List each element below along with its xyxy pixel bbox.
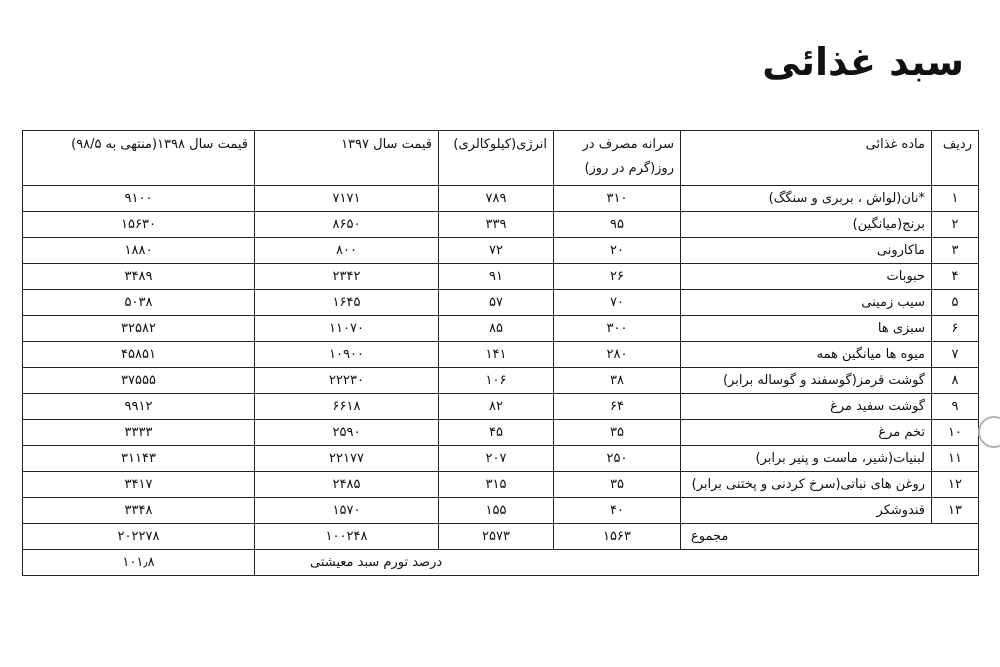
table-row [23, 394, 979, 420]
price-1397-cell: ۸۶۵۰ [255, 212, 439, 238]
table-row [23, 498, 979, 524]
table-row [23, 212, 979, 238]
row-number-cell: ۱۳ [932, 498, 979, 524]
price-1398-cell: ۳۴۸۹ [23, 264, 255, 290]
table-row [23, 264, 979, 290]
row-number-cell: ۱۲ [932, 472, 979, 498]
table-row [23, 342, 979, 368]
total-energy: ۲۵۷۳ [439, 524, 554, 550]
energy-cell: ۱۴۱ [439, 342, 554, 368]
row-number-cell: ۶ [932, 316, 979, 342]
per-capita-cell: ۷۰ [554, 290, 681, 316]
food-item-cell: سبزی ها [681, 316, 932, 342]
food-item-cell: ماکارونی [681, 238, 932, 264]
per-capita-cell: ۹۵ [554, 212, 681, 238]
row-number-cell: ۳ [932, 238, 979, 264]
total-label: مجموع [681, 524, 979, 550]
energy-cell: ۲۰۷ [439, 446, 554, 472]
energy-cell: ۹۱ [439, 264, 554, 290]
food-item-cell: برنج(میانگین) [681, 212, 932, 238]
total-price-1397: ۱۰۰۲۴۸ [255, 524, 439, 550]
price-1397-cell: ۲۵۹۰ [255, 420, 439, 446]
energy-cell: ۱۵۵ [439, 498, 554, 524]
price-1398-cell: ۳۱۱۴۳ [23, 446, 255, 472]
price-1397-cell: ۸۰۰ [255, 238, 439, 264]
price-1398-cell: ۳۳۴۸ [23, 498, 255, 524]
header-food-item: ماده غذائی [681, 131, 932, 186]
energy-cell: ۵۷ [439, 290, 554, 316]
food-item-cell: میوه ها میانگین همه [681, 342, 932, 368]
food-item-cell: *نان(لواش ، بربری و سنگگ) [681, 186, 932, 212]
price-1397-cell: ۲۴۸۵ [255, 472, 439, 498]
header-energy: انرژی(کیلوکالری) [439, 131, 554, 186]
header-price-1398: قیمت سال ۱۳۹۸(منتهی به ۹۸/۵) [23, 131, 255, 186]
price-1397-cell: ۷۱۷۱ [255, 186, 439, 212]
energy-cell: ۱۰۶ [439, 368, 554, 394]
per-capita-cell: ۶۴ [554, 394, 681, 420]
price-1397-cell: ۱۶۴۵ [255, 290, 439, 316]
food-item-cell: گوشت قرمز(گوسفند و گوساله برابر) [681, 368, 932, 394]
food-item-cell: حبوبات [681, 264, 932, 290]
price-1397-cell: ۲۲۱۷۷ [255, 446, 439, 472]
inflation-label: درصد تورم سبد معیشتی [255, 550, 979, 576]
page-title: سبد غذائی [762, 40, 964, 84]
table-row [23, 446, 979, 472]
per-capita-cell: ۳۰۰ [554, 316, 681, 342]
price-1397-cell: ۱۰۹۰۰ [255, 342, 439, 368]
row-number-cell: ۱ [932, 186, 979, 212]
energy-cell: ۴۵ [439, 420, 554, 446]
energy-cell: ۸۵ [439, 316, 554, 342]
table-row [23, 420, 979, 446]
energy-cell: ۳۳۹ [439, 212, 554, 238]
price-1398-cell: ۹۹۱۲ [23, 394, 255, 420]
energy-cell: ۳۱۵ [439, 472, 554, 498]
price-1398-cell: ۳۲۵۸۲ [23, 316, 255, 342]
row-number-cell: ۱۰ [932, 420, 979, 446]
food-item-cell: لبنیات(شیر، ماست و پنیر برابر) [681, 446, 932, 472]
price-1398-cell: ۳۴۱۷ [23, 472, 255, 498]
price-1397-cell: ۶۶۱۸ [255, 394, 439, 420]
header-row [23, 131, 979, 186]
row-number-cell: ۴ [932, 264, 979, 290]
price-1398-cell: ۱۸۸۰ [23, 238, 255, 264]
table-row [23, 186, 979, 212]
price-1398-cell: ۴۵۸۵۱ [23, 342, 255, 368]
row-number-cell: ۵ [932, 290, 979, 316]
table-row [23, 368, 979, 394]
price-1397-cell: ۱۱۰۷۰ [255, 316, 439, 342]
food-basket-table [22, 130, 979, 576]
food-item-cell: گوشت سفید مرغ [681, 394, 932, 420]
table-row [23, 316, 979, 342]
inflation-row [23, 550, 979, 576]
scroll-button[interactable] [978, 416, 1000, 448]
total-row [23, 524, 979, 550]
header-per-capita: سرانه مصرف در روز(گرم در روز) [554, 131, 681, 186]
energy-cell: ۸۲ [439, 394, 554, 420]
price-1398-cell: ۳۷۵۵۵ [23, 368, 255, 394]
table-row [23, 238, 979, 264]
food-item-cell: سیب زمینی [681, 290, 932, 316]
price-1398-cell: ۵۰۳۸ [23, 290, 255, 316]
header-row-number: ردیف [932, 131, 979, 186]
per-capita-cell: ۲۶ [554, 264, 681, 290]
food-item-cell: روغن های نباتی(سرخ کردنی و پختنی برابر) [681, 472, 932, 498]
price-1398-cell: ۱۵۶۳۰ [23, 212, 255, 238]
total-per-capita: ۱۵۶۳ [554, 524, 681, 550]
header-price-1397: قیمت سال ۱۳۹۷ [255, 131, 439, 186]
per-capita-cell: ۳۵ [554, 420, 681, 446]
per-capita-cell: ۲۵۰ [554, 446, 681, 472]
price-1397-cell: ۱۵۷۰ [255, 498, 439, 524]
price-1397-cell: ۲۲۲۳۰ [255, 368, 439, 394]
energy-cell: ۷۸۹ [439, 186, 554, 212]
per-capita-cell: ۳۱۰ [554, 186, 681, 212]
inflation-value: ۱۰۱٫۸ [23, 550, 255, 576]
price-1397-cell: ۲۳۴۲ [255, 264, 439, 290]
row-number-cell: ۷ [932, 342, 979, 368]
per-capita-cell: ۴۰ [554, 498, 681, 524]
table-row [23, 472, 979, 498]
row-number-cell: ۲ [932, 212, 979, 238]
per-capita-cell: ۳۵ [554, 472, 681, 498]
per-capita-cell: ۲۰ [554, 238, 681, 264]
per-capita-cell: ۳۸ [554, 368, 681, 394]
row-number-cell: ۹ [932, 394, 979, 420]
price-1398-cell: ۹۱۰۰ [23, 186, 255, 212]
price-1398-cell: ۳۳۳۳ [23, 420, 255, 446]
table-row [23, 290, 979, 316]
row-number-cell: ۱۱ [932, 446, 979, 472]
row-number-cell: ۸ [932, 368, 979, 394]
energy-cell: ۷۲ [439, 238, 554, 264]
food-item-cell: قندوشکر [681, 498, 932, 524]
per-capita-cell: ۲۸۰ [554, 342, 681, 368]
food-item-cell: تخم مرغ [681, 420, 932, 446]
total-price-1398: ۲۰۲۲۷۸ [23, 524, 255, 550]
